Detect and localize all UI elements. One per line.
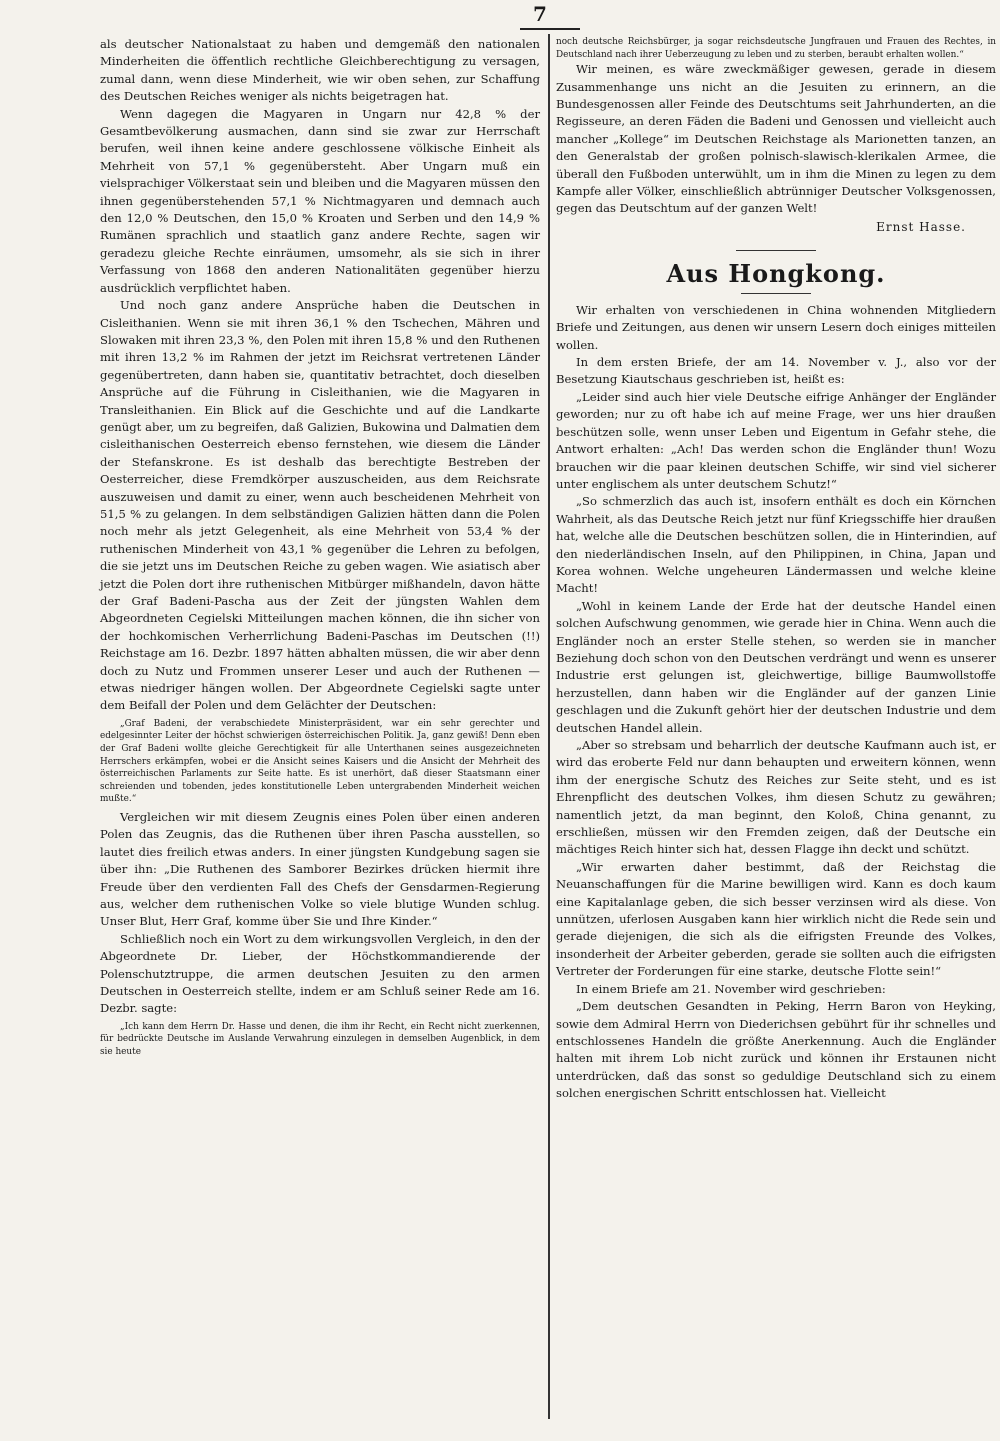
page-number: 7 [533,2,547,26]
paragraph: Wir erhalten von verschiedenen in China wohnenden Mitgliedern Briefe und Zeitungen, aus denen wir unsern Lesern doch einiges mitteilen wollen. [556,302,996,352]
paragraph: „Aber so strebsam und beharrlich der deutsche Kaufmann auch ist, er wird das eroberte Feld nur dann behaupten und erweitern können, wenn ihm der energische Schutz des Reiches zur Seite steht, und es ist Ehrenpflicht des deutschen Volkes, ihm diesen Schutz zu gewähren; namentlich jetzt, da man beginnt, den Koloß, China genannt, zu erschließen, müssen wir den Fremden zeigen, daß der Deutsche ein mächtiges Reich hinter sich hat, dessen Flagge ihn deckt und schützt. [556,738,996,857]
right-column [556,36,996,1103]
page-number-rule [520,28,580,30]
paragraph: „Wir erwarten daher bestimmt, daß der Reichstag die Neuanschaffungen für die Marine bewilligen wird. Kann es doch kaum eine Kapitalanlage geben, die sich besser verzinsen wird als diese. Von unnützen, uferlosen Ausgaben kann hier wirklich nicht die Rede sein und gerade diejenigen, die sich als die eifrigsten Freunde des Volkes, insonderheit der Arbeiter geberden, gerade sie sollten auch die eifrigsten Vertreter der Forderungen für eine starke, deutsche Flotte sein!“ [556,859,996,979]
paragraph: Schließlich noch ein Wort zu dem wirkungsvollen Vergleich, in den der Abgeordnete Dr. Lieber, der Höchstkommandierende der Polenschutztruppe, die armen deutschen Jesuiten zu den armen Deutschen in Oesterreich stellte, indem er am Schluß seiner Rede am 16. Dezbr. sagte: [100,931,540,1016]
paragraph: Wenn dagegen die Magyaren in Ungarn nur 42,8 % der Gesamtbevölkerung ausmachen, dann sind sie zwar zur Herrschaft berufen, weil ihnen keine andere geschlossene völkische Einheit als Mehrheit von 57,1 % gegenübersteht. Aber Ungarn muß ein vielsprachiger Völkerstaat sein und bleiben und die Magyaren müssen den ihnen gegenüberstehenden 57,1 % Nichtmagyaren und demnach auch den 12,0 % Deutschen, den 15,0 % Kroaten und Serben und den 14,9 % Rumänen sprachlich und staatlich ganz andere Rechte, sagen wir geradezu gleiche Rechte einräumen, umsomehr, als sie sich in ihrer Verfassung von 1868 den anderen Nationalitäten gegenüber hierzu ausdrücklich verpflichtet haben. [100,106,540,295]
paragraph: „Wohl in keinem Lande der Erde hat der deutsche Handel einen solchen Aufschwung genommen, wie gerade hier in China. Wenn auch die Engländer noch an erster Stelle stehen, so werden sie in mancher Beziehung doch schon von den Deutschen verdrängt und wenn es unserer Industrie erst gelungen ist, gleichwertige, billige Baumwollstoffe herzustellen, dann haben wir die Engländer auf der ganzen Linie geschlagen und die Zukunft gehört hier der deutschen Industrie und dem deutschen Handel allein. [556,598,996,735]
paragraph: In dem ersten Briefe, der am 14. November v. J., also vor der Besetzung Kiautschaus geschrieben ist, heißt es: [556,355,996,387]
quotation-continued: noch deutsche Reichsbürger, ja sogar reichsdeutsche Jungfrauen und Frauen des Rechtes, in Deutschland nach ihrer Ueberzeugung zu leben und zu sterben, beraubt erhalten wollen.“ [556,37,996,60]
headline-underline [741,293,811,294]
paragraph: als deutscher Nationalstaat zu haben und demgemäß den nationalen Minderheiten die öffentlich rechtliche Gleichberechtigung zu versagen, zumal dann, wenn diese Minderheit, wie wir oben sehen, zur Schaffung des Deutschen Reiches weniger als nichts beigetragen hat. [100,37,540,104]
paragraph: Vergleichen wir mit diesem Zeugnis eines Polen über einen anderen Polen das Zeugnis, das die Ruthenen über ihren Pascha ausstellen, so lautet dies freilich etwas anders. In einer jüngsten Kundgebung sagen sie über ihn: „Die Ruthenen des Samborer Bezirkes drücken hiermit ihre Freude über den verdienten Fall des Chefs der Gensdarmen-Regierung aus, welcher dem ruthenischen Volke so viele blutige Wunden schlug. Unser Blut, Herr Graf, komme über Sie und Ihre Kinder.“ [100,810,540,929]
section-divider [736,250,816,251]
article-headline: Aus Hongkong. [666,258,886,288]
paragraph: „So schmerzlich das auch ist, insofern enthält es doch ein Körnchen Wahrheit, als das Deutsche Reich jetzt nur fünf Kriegsschiffe hier draußen hat, welche alle die Deutschen beschützen sollen, die in Hinterindien, auf den niederländischen Inseln, auf den Philippinen, in China, Japan und Korea wohnen. Welche ungeheuren Ländermassen und welche kleine Macht! [556,494,996,596]
left-column [100,36,540,1059]
quotation: „Ich kann dem Herrn Dr. Hasse und denen, die ihm ihr Recht, ein Recht nicht zuerkennen, für bedrückte Deutsche im Auslande Verwahrung einzulegen in demselben Augenblick, in dem sie heute [100,1021,540,1058]
paragraph: „Leider sind auch hier viele Deutsche eifrige Anhänger der Engländer geworden; nur zu oft habe ich auf meine Frage, wer uns hier draußen beschützen solle, wenn unser Leben und Eigentum in Gefahr stehe, die Antwort erhalten: „Ach! Das werden schon die Engländer thun! Wozu brauchen wir die paar kleinen deutschen Schiffe, wir sind viel sicherer unter englischem als unter deutschem Schutz!“ [556,389,996,491]
author-signature: Ernst Hasse. [876,219,966,234]
paragraph: In einem Briefe am 21. November wird geschrieben: [576,981,886,996]
quotation: „Graf Badeni, der verabschiedete Ministerpräsident, war ein sehr gerechter und edelgesinnter Leiter der höchst schwierigen österreichischen Politik. Ja, ganz gewiß! Denn eben der Graf Badeni wollte gleiche Gerechtigkeit für alle Unterthanen seines ausgezeichneten Herrschers erkämpfen, wobei er die Ansicht seines Kaisers und die Ansicht der Mehrheit des österreichischen Parlaments zur Seite hatte. Es ist unerhört, daß dieser Staatsmann einer schreienden und tobenden, jedes konstitutionelle Leben untergrabenden Minderheit weichen mußte.“ [100,718,540,805]
paragraph: Und noch ganz andere Ansprüche haben die Deutschen in Cisleithanien. Wenn sie mit ihren 36,1 % den Tschechen, Mähren und Slowaken mit ihren 23,3 %, den Polen mit ihren 15,8 % und den Ruthenen mit ihren 13,2 % im Rahmen der jetzt im Reichsrat vertretenen Länder gegenübertreten, dann haben sie, quantitativ betrachtet, doch dieselben Ansprüche auf die Führung in Cisleithanien, wie die Magyaren in Transleithanien. Ein Blick auf die Geschichte und auf die Landkarte genügt aber, um zu begreifen, daß Galizien, Bukowina und Dalmatien dem cisleithanischen Oesterreich ebenso fernstehen, wie diesem die Länder der Stefanskrone. Es ist deshalb das berechtigte Bestreben der Oesterreicher, diese Fremdkörper auszuscheiden, aus dem Reichsrate auszuweisen und damit zu einer, wenn auch bescheidenen Mehrheit von 51,5 % zu gelangen. In dem selbständigen Galizien hätten dann die Polen noch mehr als jetzt Gelegenheit, als eine Mehrheit von 53,4 % der ruthenischen Minderheit von 43,1 % gegenüber die Lehren zu befolgen, die sie jetzt uns im Deutschen Reiche zu geben wagen. Wie asiatisch aber jetzt die Polen dort ihre ruthenischen Mitbürger mißhandeln, davon hätte der Graf Badeni-Pascha aus der Zeit der jüngsten Wahlen dem Abgeordneten Cegielski Mitteilungen machen können, die ihn sicher von der hochkomischen Verherrlichung Badeni-Paschas im Deutschen (!!) Reichstage am 16. Dezbr. 1897 hätten abhalten müssen, die wir aber denn doch zu Nutz und Frommen unserer Leser und auch der Ruthenen — etwas niedriger hängen wollen. Der Abgeordnete Cegielski sagte unter dem Beifall der Polen und dem Gelächter der Deutschen: [100,298,541,713]
paragraph: „Dem deutschen Gesandten in Peking, Herrn Baron von Heyking, sowie dem Admiral Herrn von Diederichsen gebührt für ihr schnelles und entschlossenes Handeln die größte Anerkennung. Auch die Engländer halten mit ihrem Lob nicht zurück und können ihr Erstaunen nicht unterdrücken, daß das sonst so geduldige Deutschland sich zu einem solchen energischen Schritt entschlossen hat. Vielleicht [556,999,996,1101]
paragraph: Wir meinen, es wäre zweckmäßiger gewesen, gerade in diesem Zusammenhange uns nicht an die Jesuiten zu erinnern, an die Bundesgenossen aller Feinde des Deutschtums seit Jahrhunderten, an die Regisseure, an deren Fäden die Badeni und Genossen und vielleicht auch mancher „Kollege“ im Deutschen Reichstage als Marionetten tanzen, an den Generalstab der großen polnisch-slawisch-klerikalen Armee, die überall den Fußboden unterwühlt, um in ihm die Minen zu legen zu dem Kampfe aller Völker, einschließlich abtrünniger Deutscher Volksgenossen, gegen das Deutschtum auf der ganzen Welt! [556,62,996,216]
column-divider [548,34,550,1419]
